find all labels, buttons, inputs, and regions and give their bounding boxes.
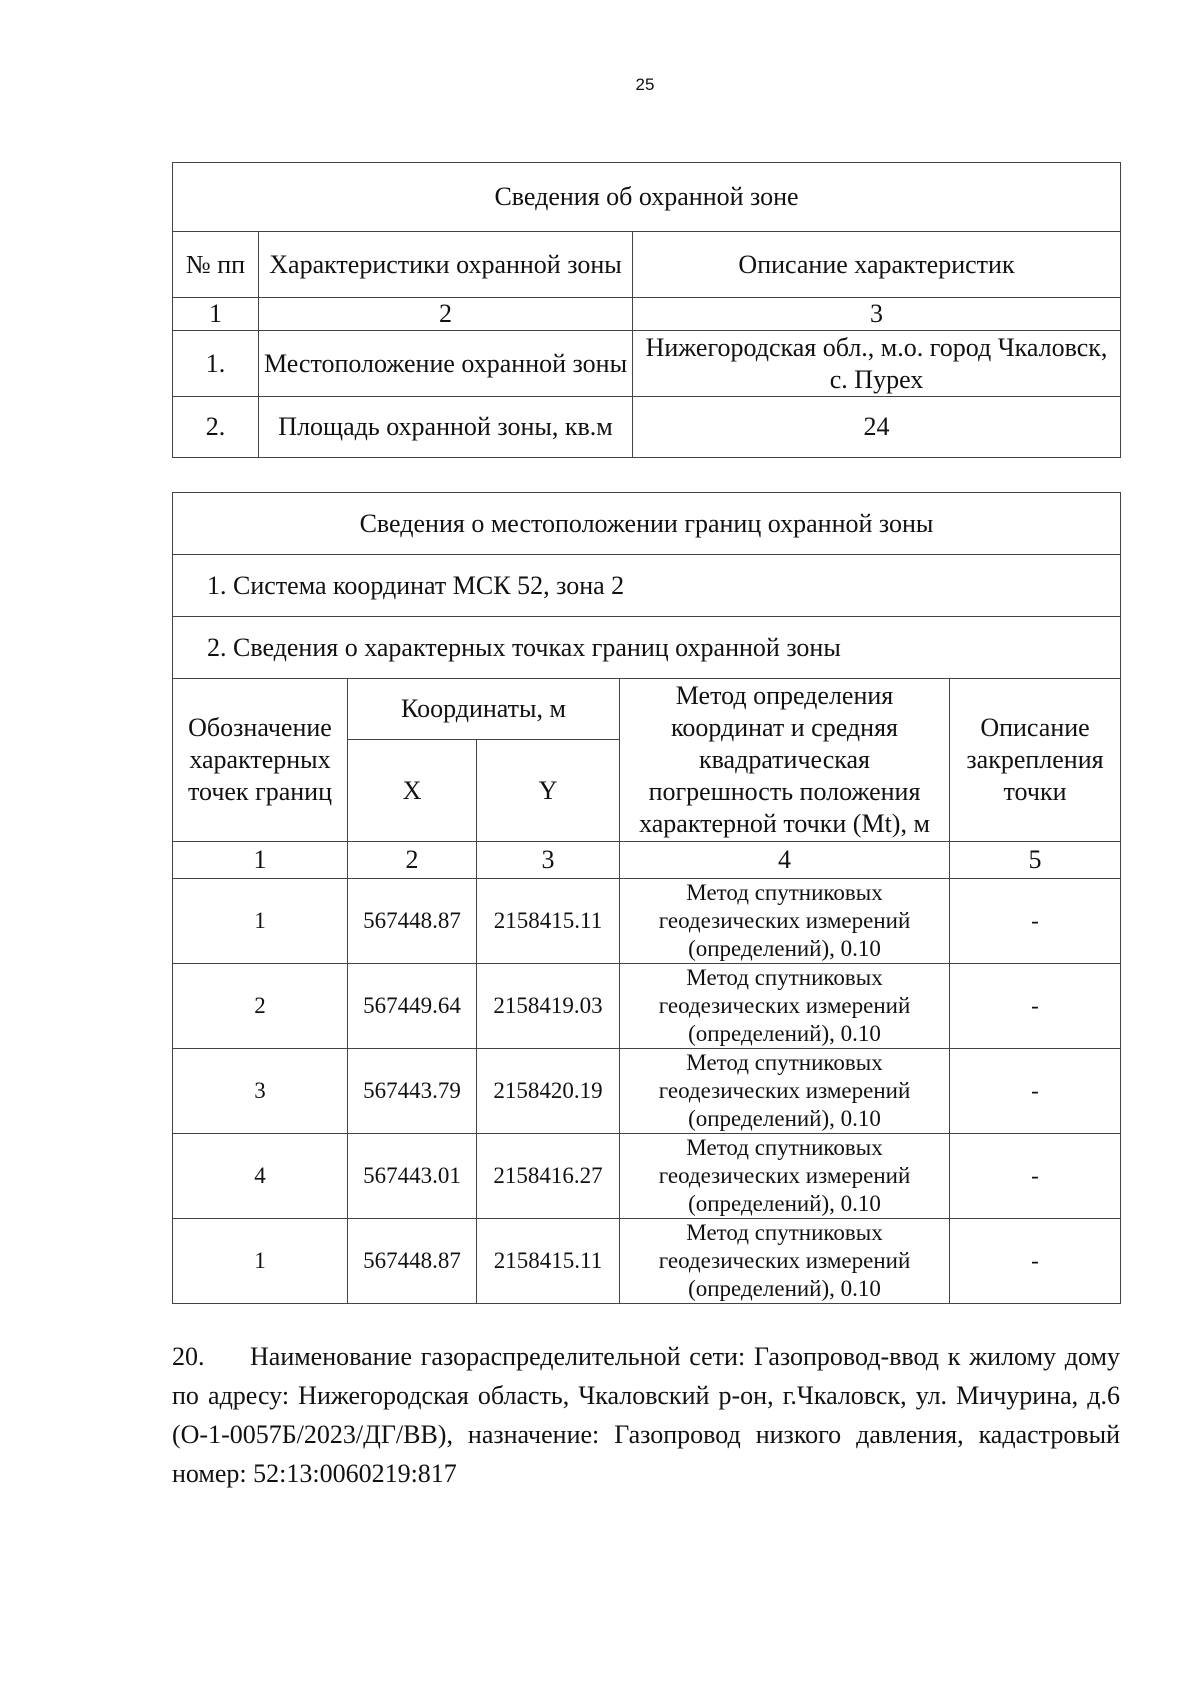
page-number: 25: [635, 75, 655, 94]
point-x: 567443.01: [348, 1134, 477, 1219]
table-row: [173, 1134, 1121, 1219]
point-y: 2158420.19: [477, 1049, 620, 1134]
point-fixing: -: [950, 1134, 1121, 1219]
point-y: 2158419.03: [477, 964, 620, 1049]
table-row: [173, 331, 1121, 397]
point-id: 1: [173, 879, 348, 964]
table-row: [173, 879, 1121, 964]
column-number: 5: [950, 842, 1121, 879]
point-x: 567448.87: [348, 1219, 477, 1304]
header-characteristic: Характеристики охранной зоны: [259, 232, 633, 298]
point-x: 567449.64: [348, 964, 477, 1049]
header-x: X: [348, 740, 477, 842]
header-description: Описание характеристик: [633, 232, 1121, 298]
coordinate-system: 1. Система координат МСК 52, зона 2: [173, 555, 1121, 617]
header-number: № пп: [173, 232, 259, 298]
point-fixing: -: [950, 964, 1121, 1049]
column-number: 3: [477, 842, 620, 879]
point-y: 2158415.11: [477, 879, 620, 964]
paragraph-text: Наименование газораспределительной сети: Газопровод-ввод к жилому дому по адресу: Нижегородская область, Чкаловский р-он, г.Чкаловск, ул. Мичурина, д.6 (О-1-0057Б/2023/ДГ/ВВ), назначение: Газопровод низкого давления, кадастровый номер: 52:13:0060219:817: [172, 1342, 1120, 1488]
point-y: 2158415.11: [477, 1219, 620, 1304]
point-id: 3: [173, 1049, 348, 1134]
row-number: 2.: [173, 397, 259, 458]
point-id: 1: [173, 1219, 348, 1304]
header-y: Y: [477, 740, 620, 842]
column-number: 3: [633, 298, 1121, 331]
point-method: Метод спутниковых геодезических измерений (определений), 0.10: [620, 1134, 950, 1219]
column-number: 2: [259, 298, 633, 331]
paragraph-number: 20.: [172, 1342, 205, 1371]
header-fixing: Описание закрепления точки: [950, 679, 1121, 842]
row-description: Нижегородская обл., м.о. город Чкаловск, с. Пурех: [633, 331, 1121, 397]
point-fixing: -: [950, 1219, 1121, 1304]
point-method: Метод спутниковых геодезических измерений (определений), 0.10: [620, 879, 950, 964]
point-fixing: -: [950, 1049, 1121, 1134]
protection-zone-table: [172, 162, 1121, 458]
point-fixing: -: [950, 879, 1121, 964]
header-designation: Обозначение характерных точек границ: [173, 679, 348, 842]
column-number: 4: [620, 842, 950, 879]
column-number: 1: [173, 842, 348, 879]
table-row: [173, 1049, 1121, 1134]
points-title: 2. Сведения о характерных точках границ охранной зоны: [173, 617, 1121, 679]
network-description-paragraph: [172, 1337, 1120, 1493]
bounds-table-title: Сведения о местоположении границ охранной зоны: [173, 493, 1121, 555]
point-y: 2158416.27: [477, 1134, 620, 1219]
row-description: 24: [633, 397, 1121, 458]
point-id: 2: [173, 964, 348, 1049]
column-number: 2: [348, 842, 477, 879]
column-number: 1: [173, 298, 259, 331]
table-row: [173, 964, 1121, 1049]
row-characteristic: Площадь охранной зоны, кв.м: [259, 397, 633, 458]
point-x: 567443.79: [348, 1049, 477, 1134]
zone-table-title: Сведения об охранной зоне: [173, 163, 1121, 232]
point-method: Метод спутниковых геодезических измерений (определений), 0.10: [620, 1219, 950, 1304]
point-method: Метод спутниковых геодезических измерений (определений), 0.10: [620, 964, 950, 1049]
row-number: 1.: [173, 331, 259, 397]
zone-boundaries-table: [172, 492, 1121, 1304]
point-x: 567448.87: [348, 879, 477, 964]
table-row: [173, 1219, 1121, 1304]
header-method: Метод определения координат и средняя квадратическая погрешность положения характерной точки (Mt), м: [620, 679, 950, 842]
point-id: 4: [173, 1134, 348, 1219]
table-row: [173, 397, 1121, 458]
header-coordinates: Координаты, м: [348, 679, 620, 740]
row-characteristic: Местоположение охранной зоны: [259, 331, 633, 397]
point-method: Метод спутниковых геодезических измерений (определений), 0.10: [620, 1049, 950, 1134]
